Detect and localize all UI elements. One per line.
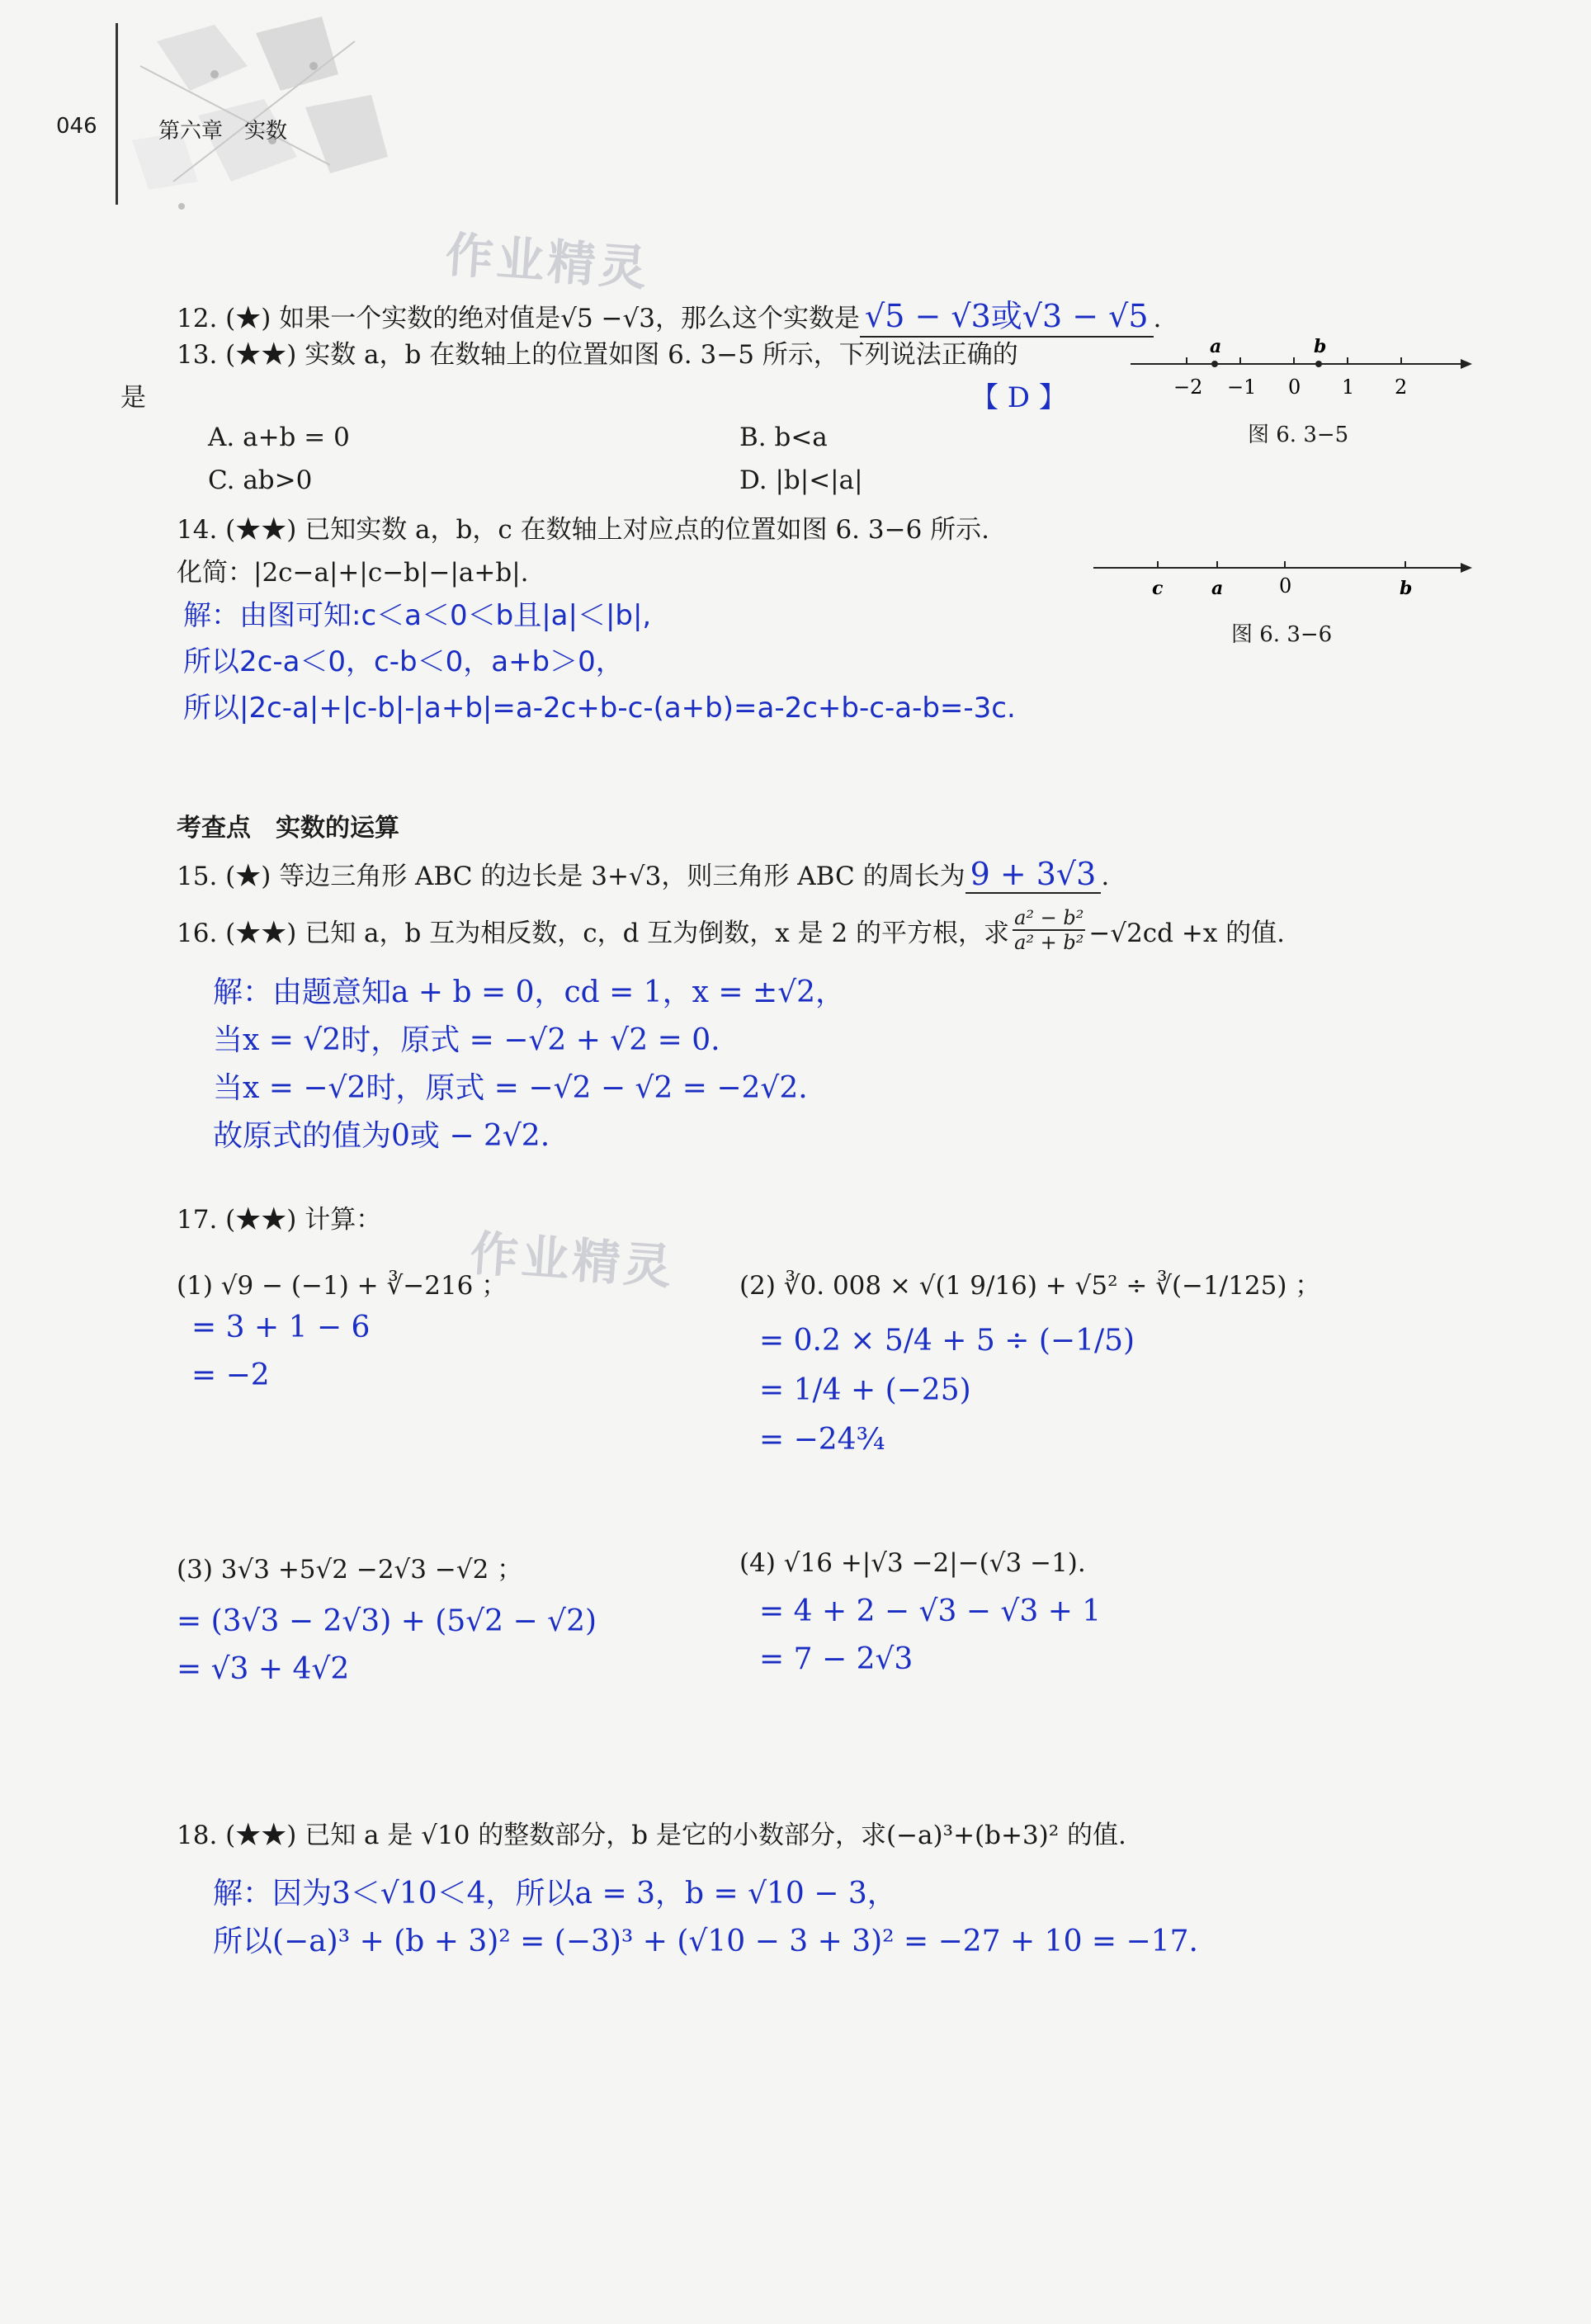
question-17-part-1: (1) √9 − (−1) + ∛−216 ； [177,1271,508,1301]
point-label-c: c [1152,578,1164,599]
question-17-text: 17. (★★) 计算： [177,1205,382,1235]
point-label-b: b [1314,336,1327,357]
question-17-part-2: (2) ∛0. 008 × √(1 9/16) + √5² ÷ ∛(−1/125) ； [739,1271,1321,1301]
tick-label: 2 [1395,376,1408,399]
question-16-solution-line: 故原式的值为0或 − 2√2. [213,1119,550,1153]
chapter-title: 第六章 实数 [158,119,288,144]
point-label-0: 0 [1279,574,1292,598]
point-label-a: a [1210,336,1222,357]
question-16-text-b: −√2cd +x 的值. [1088,918,1286,948]
question-17-part-3: (3) 3√3 +5√2 −2√3 −√2 ； [177,1555,523,1585]
number-line-figure-1 [1131,334,1477,400]
point-label-b: b [1400,578,1413,599]
figure-caption-2: 图 6. 3−6 [1231,622,1333,647]
question-18-solution-line: 所以(−a)³ + (b + 3)² = (−3)³ + (√10 − 3 + 3)² = −27 + 10 = −17. [213,1925,1198,1958]
question-17-part-3-step: = √3 + 4√2 [177,1652,350,1686]
question-17-part-2-step: = 0.2 × 5/4 + 5 ÷ (−1/5) [759,1324,1135,1358]
question-12: 12. (★) 如果一个实数的绝对值是√5 −√3，那么这个实数是 √5 − √3或√3 − √5 . [177,290,1161,338]
question-14-text: 14. (★★) 已知实数 a，b，c 在数轴上对应点的位置如图 6. 3−6 所示. [177,515,990,545]
header-rule [116,23,118,205]
question-17-part-1-step: = −2 [191,1358,270,1392]
question-12-text: 12. (★) 如果一个实数的绝对值是√5 −√3，那么这个实数是 [177,304,860,333]
option-b: B. b<a [739,423,828,452]
tick-label: −1 [1227,376,1257,399]
number-line-figure-2 [1093,553,1477,602]
question-14-solution-line: 解：由图可知:c＜a＜0＜b且|a|＜|b|, [183,599,652,632]
question-16-fraction: a² − b² a² + b² [1014,906,1084,954]
question-18-text: 18. (★★) 已知 a 是 √10 的整数部分，b 是它的小数部分，求(−a)³+(b+3)² 的值. [177,1821,1126,1850]
question-17-part-4-step: = 7 − 2√3 [759,1642,914,1676]
question-17-part-2-step: = 1/4 + (−25) [759,1373,971,1407]
question-17-part-2-step: = −24¾ [759,1423,885,1457]
watermark: 作业精灵 [468,1225,677,1296]
section-title: 考查点 实数的运算 [177,814,399,843]
question-16-solution-line: 当x = −√2时，原式 = −√2 − √2 = −2√2. [213,1071,808,1105]
question-14-solution-line: 所以2c-a＜0，c-b＜0，a+b＞0， [183,645,624,678]
watermark: 作业精灵 [443,226,652,297]
question-17-part-4-step: = 4 + 2 − √3 − √3 + 1 [759,1594,1102,1628]
page-number: 046 [56,114,97,139]
question-13-text-cont: 是 [120,383,146,413]
tick-label: 1 [1342,376,1355,399]
question-18-solution-line: 解：因为3＜√10＜4，所以a = 3，b = √10 − 3， [213,1877,897,1911]
question-17-part-4: (4) √16 +|√3 −2|−(√3 −1). [739,1548,1086,1578]
option-a: A. a+b = 0 [208,423,350,452]
question-16 [177,906,1285,954]
option-d: D. |b|<|a| [739,465,863,495]
point-a [1211,361,1218,367]
point-b [1315,361,1322,367]
question-13-answer: 【 D 】 [970,381,1067,414]
question-14-text2: 化简：|2c−a|+|c−b|−|a+b|. [177,558,529,588]
point-label-a: a [1211,578,1224,599]
option-c: C. ab>0 [208,465,313,495]
question-17-part-1-step: = 3 + 1 − 6 [191,1311,371,1344]
tick-label: 0 [1288,376,1301,399]
question-12-answer: √5 − √3或√3 − √5 [860,290,1154,338]
tick-label: −2 [1173,376,1203,399]
question-16-text-a: 16. (★★) 已知 a，b 互为相反数，c，d 互为倒数，x 是 2 的平方根，求 [177,918,1010,948]
question-13-text: 13. (★★) 实数 a，b 在数轴上的位置如图 6. 3−5 所示，下列说法正确的 [177,340,1018,370]
question-15: 15. (★) 等边三角形 ABC 的边长是 3+√3，则三角形 ABC 的周长为 9 + 3√3 . [177,856,1110,892]
figure-caption-1: 图 6. 3−5 [1248,423,1349,447]
question-16-solution-line: 解：由题意知a + b = 0，cd = 1，x = ±√2， [213,975,846,1009]
question-15-text: 15. (★) 等边三角形 ABC 的边长是 3+√3，则三角形 ABC 的周长为 [177,862,965,891]
question-14-solution-line: 所以|2c-a|+|c-b|-|a+b|=a-2c+b-c-(a+b)=a-2c+b-c-a-b=-3c. [183,692,1016,725]
question-16-solution-line: 当x = √2时，原式 = −√2 + √2 = 0. [213,1023,720,1057]
question-15-answer: 9 + 3√3 [965,856,1102,894]
question-17-part-3-step: = (3√3 − 2√3) + (5√2 − √2) [177,1604,597,1638]
